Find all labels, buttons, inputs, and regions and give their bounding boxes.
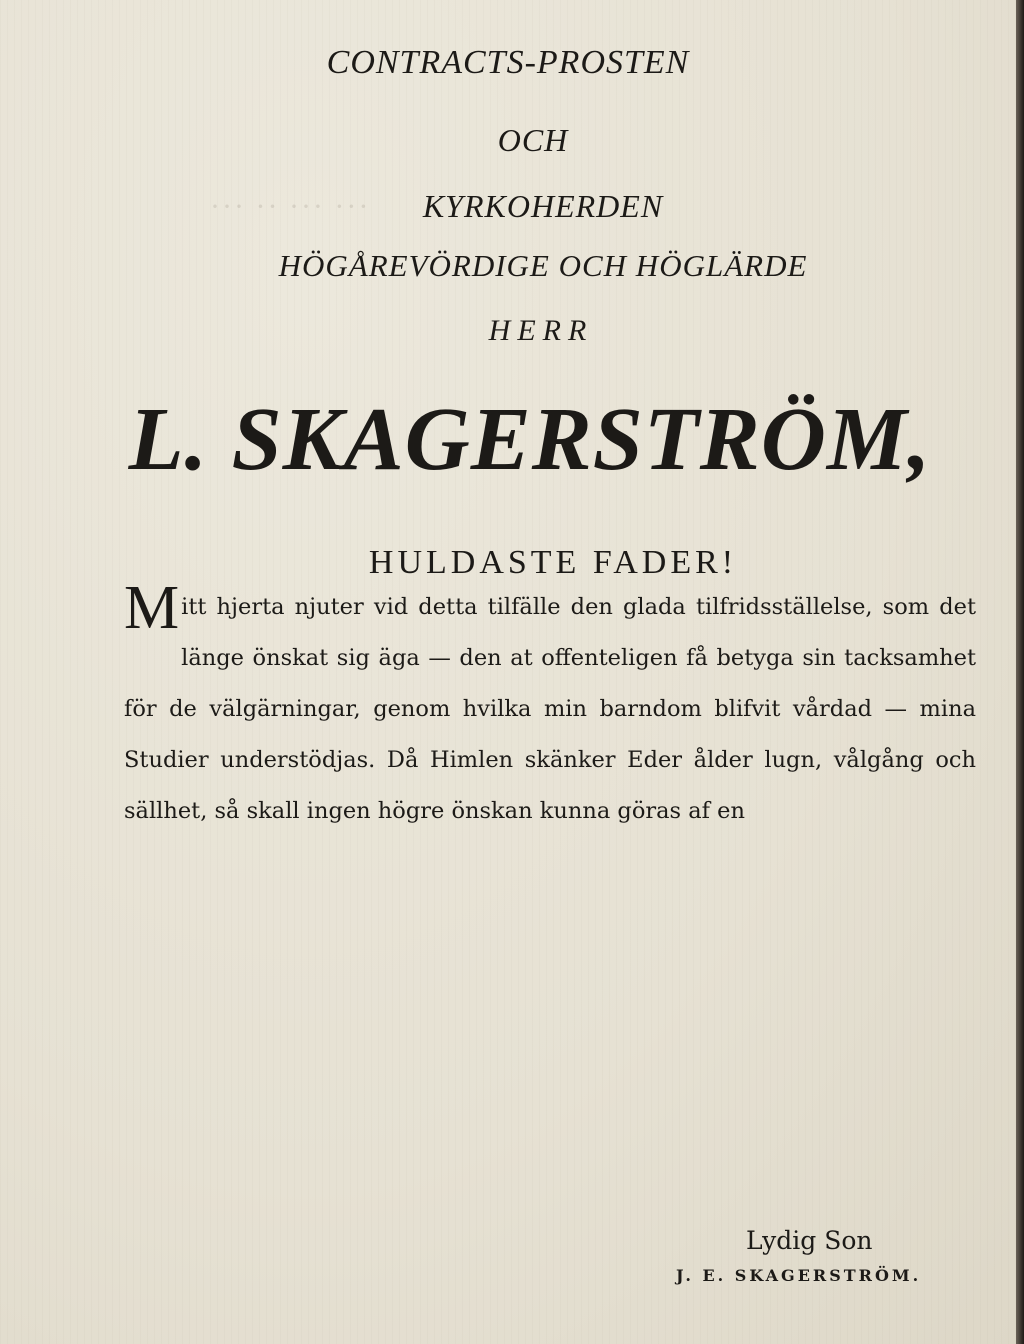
- drop-cap: M: [124, 574, 180, 642]
- signature-name: J. E. SKAGERSTRÖM.: [676, 1266, 922, 1285]
- heading-line-1: CONTRACTS-PROSTEN: [326, 44, 690, 81]
- body-text: itt hjerta njuter vid detta tilfälle den glada tilfridsställelse, som det länge önskat sig äga — den at offenteligen få betyga sin tacksamhet för de välgärningar, genom hvilka min barndom blifvit vårdad — mina Studier understödjas. Då Himlen skänker Eder ålder lugn, vålgång och sällhet, så skall ingen högre önskan kunna göras af en: [124, 594, 976, 824]
- heading-line-2: OCH: [497, 122, 569, 158]
- heading-line-4: HÖGÅREVÖRDIGE OCH HÖGLÄRDE: [278, 248, 808, 283]
- page-edge-shadow: [1016, 0, 1024, 1344]
- show-through-shadow: ··· ·· ··· ···: [210, 190, 371, 223]
- body-paragraph: [124, 574, 976, 837]
- heading-line-3: KYRKOHERDEN: [422, 188, 664, 224]
- heading-line-5: HERR: [488, 314, 594, 347]
- recipient-name: L. SKAGERSTRÖM,: [128, 390, 932, 489]
- greeting: HULDASTE FADER!: [368, 544, 738, 581]
- signature-closing: Lydig Son: [746, 1226, 873, 1255]
